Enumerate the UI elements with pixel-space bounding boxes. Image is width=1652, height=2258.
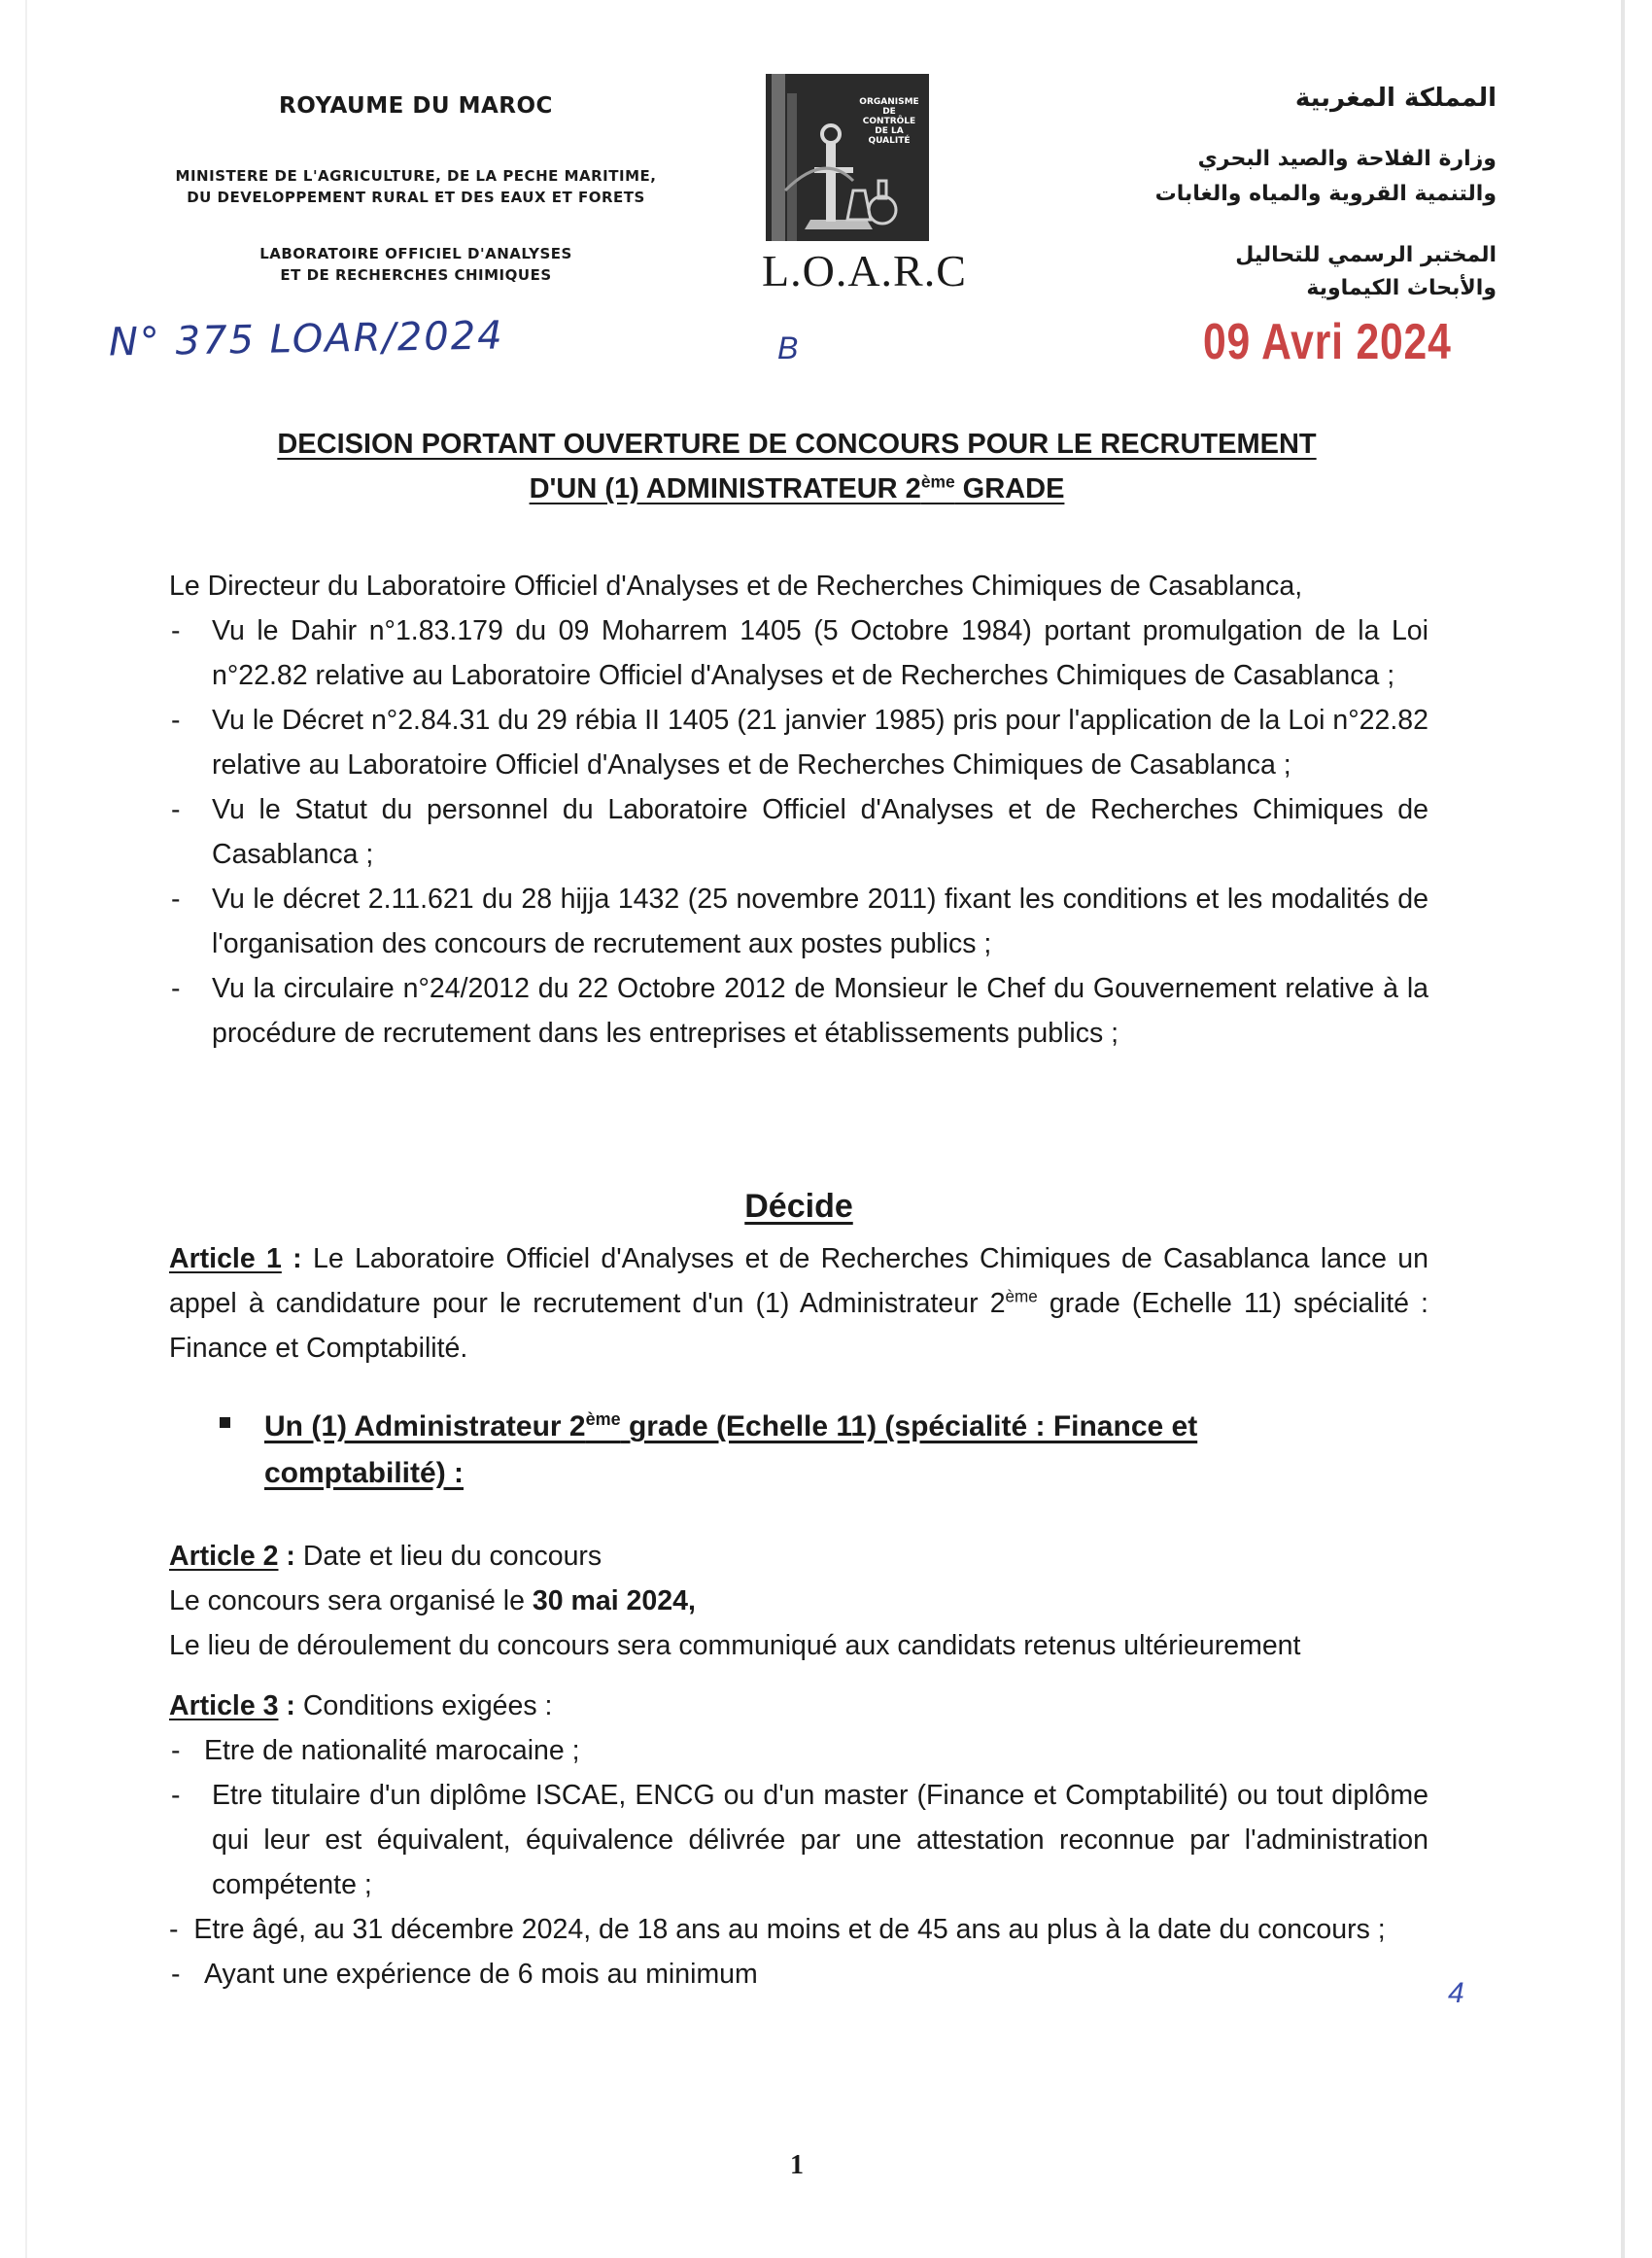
concours-date: 30 mai 2024, [532, 1585, 696, 1616]
dash-marker: - [171, 1780, 181, 1811]
article-2-sep: : [278, 1541, 303, 1572]
dash-marker: - [171, 1735, 181, 1766]
logo-caption-line: QUALITÉ [868, 136, 911, 146]
position-bullet [212, 1404, 1281, 1497]
condition-item [169, 1952, 1428, 1997]
dash-marker: - [171, 705, 181, 736]
logo-caption-line: DE [882, 107, 896, 117]
article-3 [169, 1684, 1428, 1997]
preamble-item [169, 966, 1428, 1056]
logo-caption-line: DE LA [875, 126, 904, 136]
article-2-line-1 [169, 1579, 1428, 1623]
handwritten-initial: B [777, 330, 799, 365]
title-line-2-post: GRADE [954, 473, 1065, 504]
preamble-item-text: Vu le Dahir n°1.83.179 du 09 Moharrem 1405 (5 Octobre 1984) portant promulgation de la Loi n°22.82 relative au Laboratoire Officiel d'Analyses et de Recherches Chimiques de Casablanca ; [212, 615, 1428, 691]
article-3-heading [169, 1684, 1428, 1728]
preamble-item [169, 608, 1428, 698]
article-1-text-post: grade (Echelle 11) spécialité : Finance et Comptabilité. [169, 1288, 1428, 1364]
condition-text: Etre de nationalité marocaine ; [204, 1735, 580, 1766]
dash-marker: - [171, 1959, 181, 1990]
date-stamp: 09 Avri 2024 [1203, 314, 1452, 370]
lab-arabic-line-1: المختبر الرسمي للتحاليل [1235, 243, 1497, 267]
ministry-name-arabic [1050, 142, 1497, 212]
article-2-label: Article 2 [169, 1541, 279, 1572]
article-3-label: Article 3 [169, 1690, 279, 1721]
article-2-line-1-pre: Le concours sera organisé le [169, 1585, 533, 1616]
logo-caption-line: CONTRÔLE [862, 117, 916, 126]
condition-text: Etre âgé, au 31 décembre 2024, de 18 ans au moins et de 45 ans au plus à la date du concours ; [193, 1914, 1386, 1945]
header-right-arabic [1050, 84, 1497, 305]
position-title-sup: ème [585, 1409, 621, 1429]
preamble-item-text: Vu le Statut du personnel du Laboratoire Officiel d'Analyses et de Recherches Chimiques de Casablanca ; [212, 794, 1428, 870]
position-title [212, 1404, 1281, 1497]
title-line-2 [175, 467, 1419, 511]
condition-text: Ayant une expérience de 6 mois au minimum [204, 1959, 758, 1990]
decide-label: Décide [744, 1188, 853, 1225]
preamble [169, 564, 1428, 1056]
logo-caption [855, 97, 923, 146]
loarc-logo [762, 74, 966, 297]
ministry-arabic-line-1: وزارة الفلاحة والصيد البحري [1197, 147, 1497, 171]
dash-marker: - [169, 1914, 179, 1945]
preamble-item-text: Vu le décret 2.11.621 du 28 hijja 1432 (25 novembre 2011) fixant les conditions et les modalités de l'organisation des concours de recrutement aux postes publics ; [212, 884, 1428, 959]
article-2-heading-text: Date et lieu du concours [302, 1541, 602, 1572]
article-1-sep: : [281, 1243, 313, 1274]
page-number: 1 [790, 2150, 804, 2180]
dash-marker: - [171, 794, 181, 825]
header-left [163, 93, 669, 286]
reference-number-handwritten: N° 375 LOAR/2024 [108, 313, 505, 365]
lab-line-2: ET DE RECHERCHES CHIMIQUES [280, 266, 552, 284]
lab-name [163, 243, 669, 286]
title-line-2-pre: D'UN (1) ADMINISTRATEUR 2 [529, 473, 921, 504]
article-1-sup: ème [1005, 1287, 1038, 1306]
decide-heading [169, 1188, 1428, 1226]
lab-arabic-line-2: والأبحاث الكيماوية [1306, 276, 1497, 300]
condition-text: Etre titulaire d'un diplôme ISCAE, ENCG ou d'un master (Finance et Comptabilité) ou tout diplôme qui leur est équivalent, équivalence délivrée par une attestation reconnue par l'administration compétente ; [212, 1780, 1428, 1900]
title-line-2-sup: ème [920, 471, 955, 492]
article-2-line-2: Le lieu de déroulement du concours sera communiqué aux candidats retenus ultérieurement [169, 1630, 1301, 1661]
page-edge-left [25, 0, 27, 2258]
preamble-item [169, 787, 1428, 877]
condition-item [169, 1907, 1428, 1952]
dash-marker: - [171, 884, 181, 915]
dash-marker: - [171, 615, 181, 646]
document-title [175, 422, 1419, 511]
ministry-line-1: MINISTERE DE L'AGRICULTURE, DE LA PECHE MARITIME, [175, 167, 657, 185]
article-1-text-pre: Le Laboratoire Officiel d'Analyses et de Recherches Chimiques de Casablanca lance un appel à candidature pour le recrutement d'un (1) Administrateur 2 [169, 1243, 1428, 1319]
kingdom-title-arabic: المملكة المغربية [1294, 84, 1497, 113]
kingdom-title: ROYAUME DU MAROC [279, 93, 553, 119]
title-line-1: DECISION PORTANT OUVERTURE DE CONCOURS POUR LE RECRUTEMENT [277, 429, 1317, 460]
article-3-heading-text: Conditions exigées : [302, 1690, 553, 1721]
preamble-item [169, 877, 1428, 966]
article-2-heading [169, 1534, 1428, 1579]
ministry-arabic-line-2: والتنمية القروية والمياه والغابات [1154, 182, 1497, 206]
lab-name-arabic [1050, 239, 1497, 305]
article-2 [169, 1534, 1428, 1668]
article-1 [169, 1236, 1428, 1371]
logo-name: L.O.A.R.C [762, 246, 967, 295]
preamble-item-text: Vu le Décret n°2.84.31 du 29 rébia II 1405 (21 janvier 1985) pris pour l'application de la Loi n°22.82 relative au Laboratoire Officiel d'Analyses et de Recherches Chimiques de Casablanca ; [212, 705, 1428, 781]
lab-line-1: LABORATOIRE OFFICIEL D'ANALYSES [259, 245, 572, 262]
ministry-name [163, 165, 669, 208]
preamble-item [169, 698, 1428, 787]
margin-handwritten-mark: 4 [1448, 1977, 1464, 2009]
dash-marker: - [171, 973, 181, 1004]
square-bullet-icon [220, 1417, 230, 1428]
ministry-line-2: DU DEVELOPPEMENT RURAL ET DES EAUX ET FORETS [187, 189, 645, 206]
position-title-pre: Un (1) Administrateur 2 [264, 1410, 586, 1442]
preamble-item-text: Vu la circulaire n°24/2012 du 22 Octobre 2012 de Monsieur le Chef du Gouvernement relative à la procédure de recrutement dans les entreprises et établissements publics ; [212, 973, 1428, 1049]
position-title-post: grade (Echelle 11) (spécialité : Finance et comptabilité) : [264, 1410, 1198, 1489]
article-3-sep: : [278, 1690, 303, 1721]
condition-item [169, 1773, 1428, 1907]
condition-item [169, 1728, 1428, 1773]
page-edge [1621, 0, 1625, 2258]
preamble-intro: Le Directeur du Laboratoire Officiel d'Analyses et de Recherches Chimiques de Casablanca, [169, 571, 1303, 602]
logo-caption-line: ORGANISME [859, 97, 919, 107]
article-1-label: Article 1 [169, 1243, 282, 1274]
